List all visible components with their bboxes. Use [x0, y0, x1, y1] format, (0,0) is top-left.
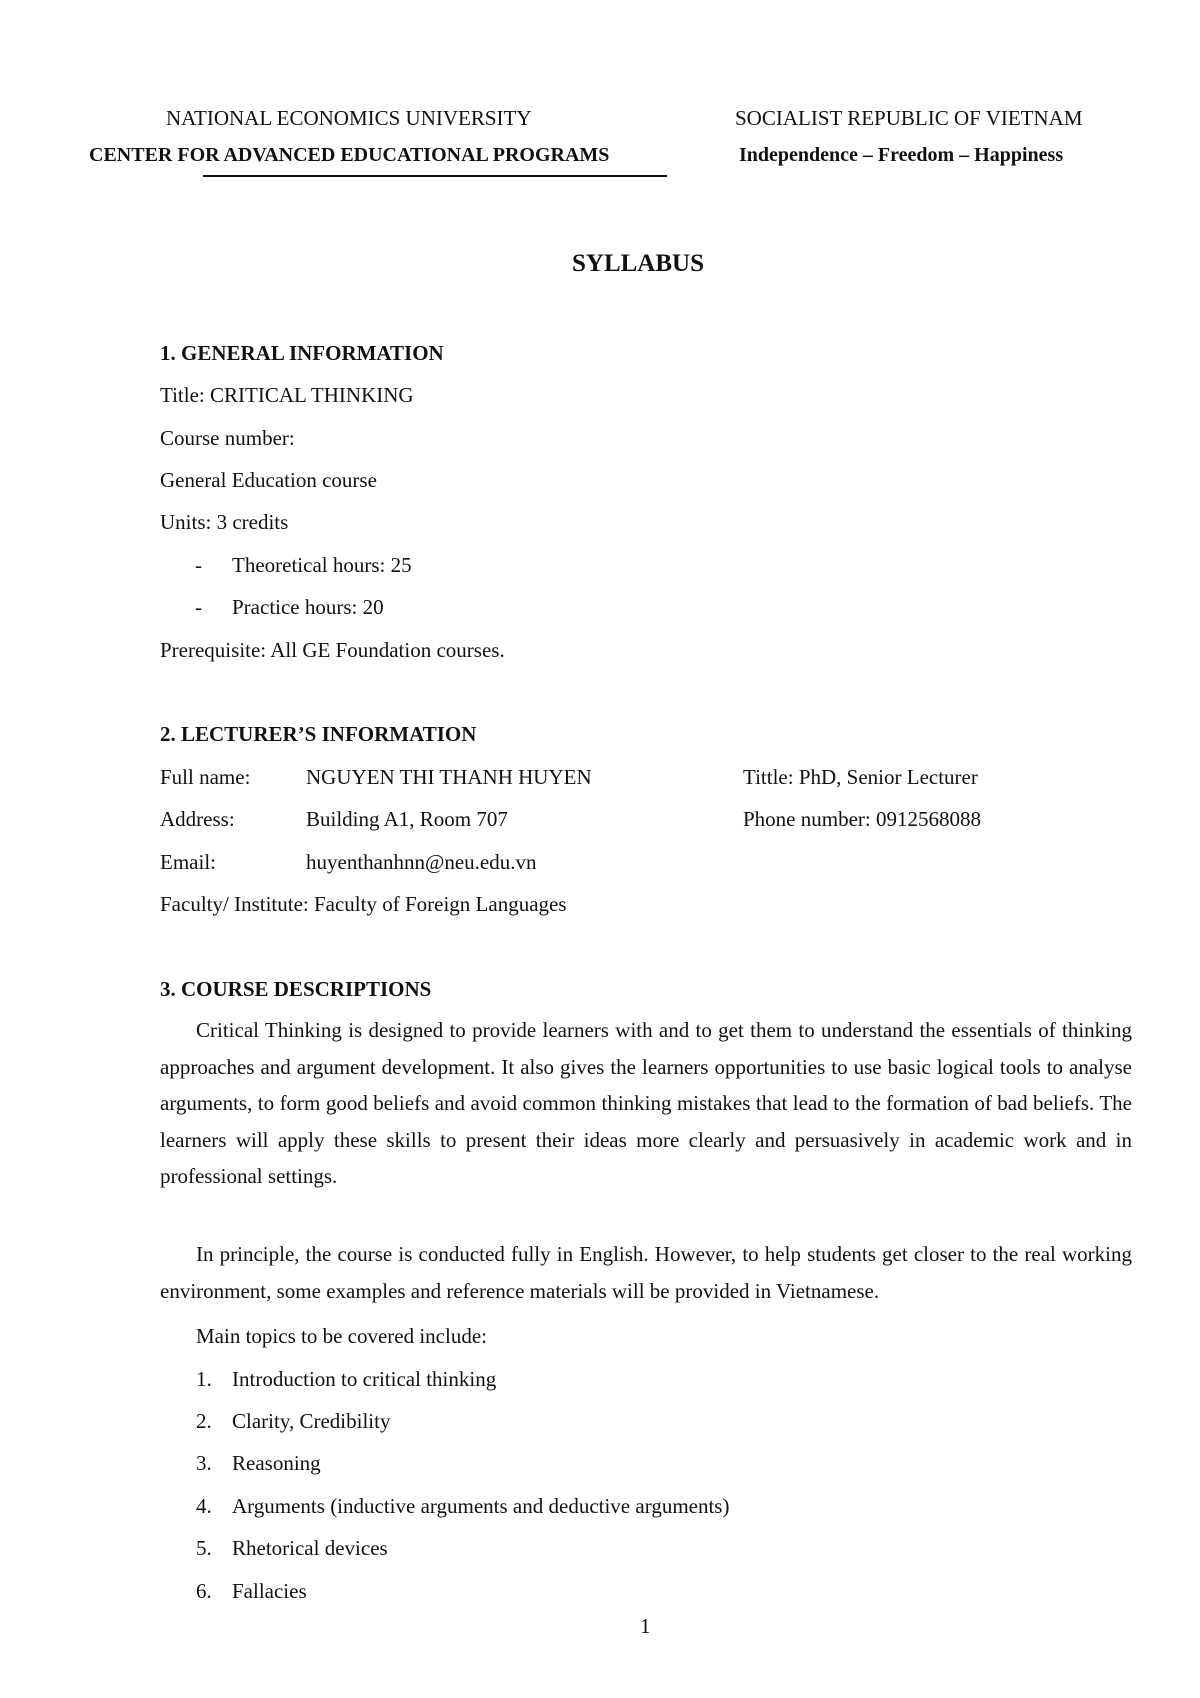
address-label: Address:	[160, 807, 235, 831]
course-units: Units: 3 credits	[160, 510, 289, 534]
country-name: SOCIALIST REPUBLIC OF VIETNAM	[735, 106, 1083, 130]
course-number: Course number:	[160, 426, 295, 450]
theoretical-hours: Theoretical hours: 25	[232, 553, 412, 577]
full-name-label: Full name:	[160, 765, 251, 789]
practice-hours: Practice hours: 20	[232, 595, 384, 619]
document-title: SYLLABUS	[572, 250, 704, 277]
email-link[interactable]: huyenthanhnn@neu.edu.vn	[306, 850, 537, 874]
bullet-dash: -	[195, 553, 202, 577]
address-value: Building A1, Room 707	[306, 807, 508, 831]
topic-item: Rhetorical devices	[232, 1536, 388, 1560]
general-info-heading: 1. GENERAL INFORMATION	[160, 341, 444, 365]
page-number: 1	[640, 1614, 651, 1638]
country-motto: Independence – Freedom – Happiness	[739, 144, 1064, 166]
center-name: CENTER FOR ADVANCED EDUCATIONAL PROGRAMS	[89, 144, 610, 166]
bullet-dash: -	[195, 595, 202, 619]
topic-item: Introduction to critical thinking	[232, 1367, 497, 1391]
phone-number: Phone number: 0912568088	[743, 807, 981, 831]
topics-intro: Main topics to be covered include:	[196, 1324, 487, 1348]
course-descriptions-heading: 3. COURSE DESCRIPTIONS	[160, 977, 432, 1001]
full-name-value: NGUYEN THI THANH HUYEN	[306, 765, 592, 789]
course-type: General Education course	[160, 468, 377, 492]
lecturer-info-heading: 2. LECTURER’S INFORMATION	[160, 722, 477, 746]
topic-number: 1.	[196, 1367, 212, 1391]
course-title: Title: CRITICAL THINKING	[160, 383, 414, 407]
header-underline	[203, 175, 667, 177]
topic-number: 6.	[196, 1579, 212, 1603]
faculty: Faculty/ Institute: Faculty of Foreign Languages	[160, 892, 567, 916]
topic-item: Arguments (inductive arguments and deductive arguments)	[232, 1494, 730, 1518]
topic-number: 3.	[196, 1451, 212, 1475]
topic-number: 5.	[196, 1536, 212, 1560]
topic-item: Clarity, Credibility	[232, 1409, 391, 1433]
lecturer-title: Tittle: PhD, Senior Lecturer	[743, 765, 978, 789]
description-paragraph-2: In principle, the course is conducted fully in English. However, to help students get closer to the real working environment, some examples and reference materials will be provided in Vietnamese.	[160, 1242, 1132, 1303]
topic-item: Fallacies	[232, 1579, 307, 1603]
prerequisite: Prerequisite: All GE Foundation courses.	[160, 638, 505, 662]
topic-item: Reasoning	[232, 1451, 321, 1475]
description-paragraph-1: Critical Thinking is designed to provide learners with and to get them to understand the essentials of thinking approaches and argument development. It also gives the learners opportunities to use basic logical tools to analyse arguments, to form good beliefs and avoid common thinking mistakes that lead to the formation of bad beliefs. The learners will apply these skills to present their ideas more clearly and persuasively in academic work and in professional settings.	[160, 1018, 1132, 1188]
email-label: Email:	[160, 850, 216, 874]
topic-number: 2.	[196, 1409, 212, 1433]
topic-number: 4.	[196, 1494, 212, 1518]
university-name: NATIONAL ECONOMICS UNIVERSITY	[166, 106, 532, 130]
